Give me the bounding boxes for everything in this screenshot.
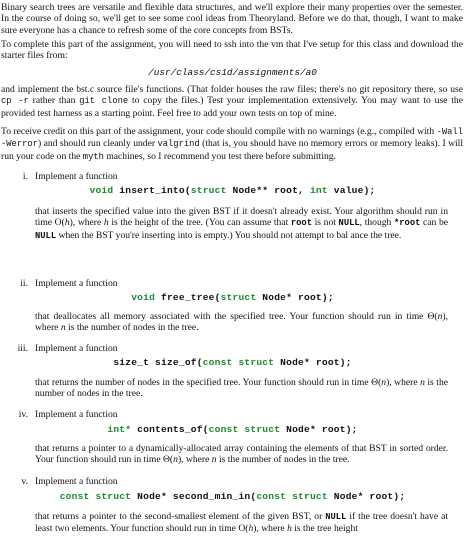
desc-text: that deallocates all memory associated with the specified tree. Your function should run in time Θ( <box>35 311 438 322</box>
sig-keyword: const struct <box>202 357 275 368</box>
desc-text: is the height of the tree. (You can assume that <box>108 217 291 229</box>
implement-paragraph <box>1 84 463 119</box>
wall-flag: -Wall -Werror <box>1 127 463 150</box>
size-of-signature <box>0 357 465 368</box>
free-tree-signature <box>0 292 465 303</box>
instructions-paragraph: To complete this part of the assignment, you will need to ssh into the vm that I've setup for this class and download the starter files from: <box>1 39 463 62</box>
desc-code: NULL <box>325 512 347 522</box>
sig-text: value); <box>327 185 376 196</box>
desc-text: that returns the number of nodes in the specified tree. Your function should run in time Θ( <box>35 377 382 388</box>
desc-code: NULL <box>338 218 360 229</box>
sig-text: contents_of( <box>131 424 209 435</box>
desc-var: h <box>103 217 109 229</box>
item-heading-text: Implement a function <box>35 343 118 354</box>
desc-code: NULL <box>35 230 57 241</box>
sig-keyword: const struct <box>208 424 281 435</box>
contents-of-description <box>35 443 448 466</box>
item-number: iv. <box>18 409 28 420</box>
desc-text: is not <box>312 217 339 229</box>
desc-var: h <box>248 523 254 535</box>
sig-keyword: void <box>89 185 114 196</box>
desc-var: n <box>437 311 443 322</box>
item-number: i. <box>22 171 28 182</box>
desc-text: is the number of nodes in the tree. <box>65 322 199 334</box>
sig-text: Node* second_min_in( <box>131 491 257 502</box>
item-heading-text: Implement a function <box>35 476 118 487</box>
contents-of-signature <box>0 424 465 435</box>
sig-text: free_tree( <box>155 292 221 303</box>
path-text: /usr/class/cs1d/assignments/a0 <box>148 67 317 78</box>
desc-text: , though <box>359 217 394 229</box>
desc-var: h <box>287 523 292 535</box>
git-clone-command: git clone <box>79 96 129 107</box>
sig-text: size_t <box>113 357 150 368</box>
desc-var: n <box>381 377 387 388</box>
size-of-description <box>35 377 448 400</box>
p3-text-3: to copy the files.) Test your implementation extensively. You may want to use the provided test harness as a starting point. Feel free to add your own tests on top of mine. <box>1 95 463 119</box>
assignment-path <box>0 67 465 78</box>
sig-keyword: int* <box>107 424 132 435</box>
free-tree-description <box>35 311 448 334</box>
p3-text-2: rather than <box>28 95 80 107</box>
sig-text: Node** root, <box>226 185 310 196</box>
p4-text-1: To receive credit on this part of the assignment, your code should compile with no warnings (e.g., compiled with <box>1 126 437 137</box>
sig-text: insert_into( <box>113 185 191 196</box>
task-item-1-heading <box>10 171 450 182</box>
desc-text: can be <box>420 217 449 229</box>
task-item-2-heading <box>10 278 450 289</box>
desc-text: ), where <box>35 311 448 334</box>
desc-code: root <box>290 218 312 229</box>
desc-text: ), where <box>177 454 212 466</box>
sig-keyword: const struct <box>59 491 132 502</box>
sig-text: Node* root); <box>280 424 358 435</box>
sig-keyword: const struct <box>256 491 328 502</box>
desc-var: n <box>173 454 178 466</box>
valgrind-command: valgrind <box>157 139 200 150</box>
sig-keyword: int <box>309 185 328 196</box>
task-item-4-heading <box>10 409 450 420</box>
desc-text: is the number of nodes in the tree. <box>216 454 350 466</box>
sig-keyword: void <box>131 292 156 303</box>
p4-text-2: ) and should run cleanly under <box>37 138 158 150</box>
second-min-in-signature <box>0 491 465 502</box>
desc-code: *root <box>393 218 421 229</box>
insert-into-signature <box>0 185 465 196</box>
desc-var: n <box>60 322 66 334</box>
desc-text: ), where <box>69 217 104 229</box>
desc-var: n <box>211 454 217 466</box>
sig-text: size_of( <box>149 357 203 368</box>
p4-text-3: (that is, you should have no memory errors or memory leaks). I will run your code on the <box>1 138 463 162</box>
item-number: ii. <box>20 278 28 289</box>
desc-text: ), where <box>253 523 288 535</box>
desc-text: that inserts the specified value into the given BST if it doesn't already exist. Your algorithm should run in time O( <box>35 206 448 229</box>
sig-text: Node* root); <box>256 292 334 303</box>
task-item-5-heading <box>10 476 450 487</box>
item-number: iii. <box>17 343 28 354</box>
desc-text: is the number of nodes in the tree. <box>35 377 448 400</box>
desc-var: n <box>420 377 425 388</box>
desc-text: when the BST you're inserting into is empty.) You should not attempt to bal ance the tree. <box>56 229 402 241</box>
sig-keyword: struct <box>220 292 257 303</box>
p3-text-1: and implement the bst.c source file's functions. (That folder houses the raw files; there's no git repository there, so use <box>1 84 463 95</box>
second-min-in-description <box>35 511 448 535</box>
desc-text: that returns a pointer to a dynamically-allocated array containing the elements of that BST in sorted order. Your function should run in time Θ( <box>35 443 448 466</box>
cp-command: cp -r <box>1 96 29 107</box>
sig-keyword: struct <box>190 185 227 196</box>
desc-text: is the tree height <box>291 523 358 535</box>
desc-text: ), where <box>386 377 421 388</box>
item-heading-text: Implement a function <box>35 278 118 289</box>
desc-text: if the tree doesn't have at least two elements. Your function should run in time O( <box>35 511 448 535</box>
credit-paragraph <box>1 126 463 163</box>
intro-paragraph: Binary search trees are versatile and flexible data structures, and we'll explore their many properties over the semester. In the course of doing so, we'll get to see some cool ideas from Theoryland. Before we do that, though, I want to make sure everyone has a chance to refresh some of the core concepts from BSTs. <box>1 2 463 36</box>
item-heading-text: Implement a function <box>35 171 118 182</box>
sig-text: Node* root); <box>274 357 352 368</box>
desc-text: that returns a pointer to the second-smallest element of the given BST, or <box>35 511 326 522</box>
p4-text-4: machines, so I recommend you test there before submitting. <box>103 150 336 162</box>
myth-machine: myth <box>82 151 104 162</box>
insert-into-description <box>35 206 448 242</box>
item-heading-text: Implement a function <box>35 409 118 420</box>
task-item-3-heading <box>10 343 450 354</box>
sig-text: Node* root); <box>327 491 406 502</box>
item-number: v. <box>21 476 28 487</box>
desc-var: h <box>64 217 70 229</box>
